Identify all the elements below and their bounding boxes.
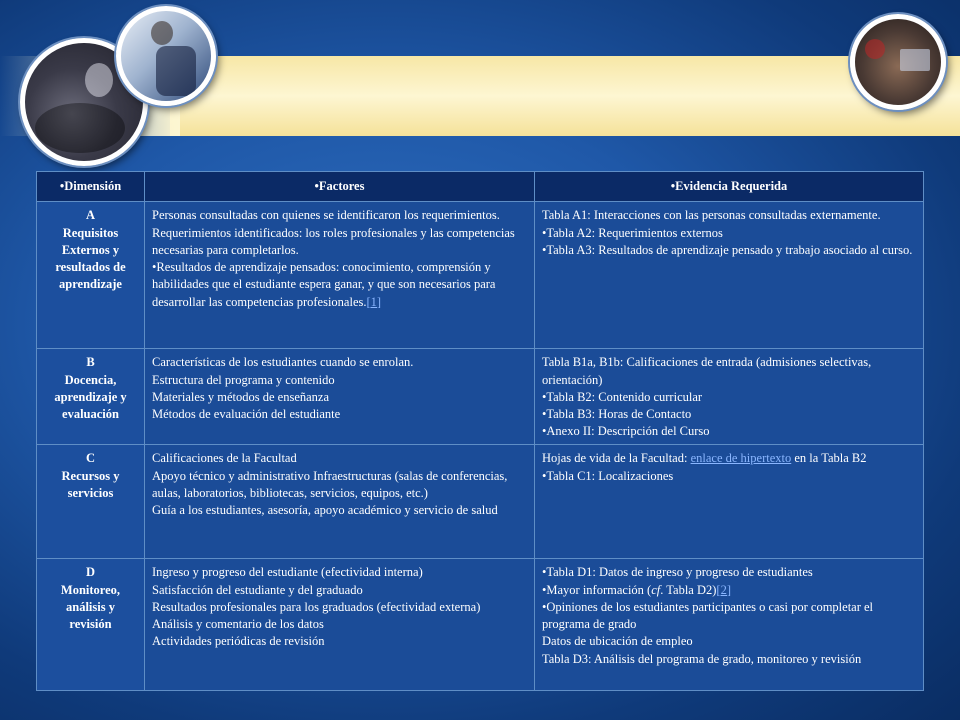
table-row — [37, 349, 924, 445]
table-row — [37, 559, 924, 691]
computer-lab-photo-circle — [850, 14, 946, 110]
evidencia-cell-d: •Tabla D1: Datos de ingreso y progreso de estudiantes •Mayor información (cf. Tabla D2)[2] •Opiniones de los estudiantes participantes o casi por completar el programa de grado Datos de ubicación de empleo Tabla D3: Análisis del programa de grado, monitoreo y revisión — [535, 559, 924, 691]
header-dimension: •Dimensión — [37, 172, 145, 202]
dimension-cell-a: A Requisitos Externos y resultados de aprendizaje — [37, 202, 145, 349]
evidencia-cell-a: Tabla A1: Interacciones con las personas consultadas externamente. •Tabla A2: Requerimientos externos •Tabla A3: Resultados de aprendizaje pensado y trabajo asociado al curso. — [535, 202, 924, 349]
handshake-photo-circle — [116, 6, 216, 106]
footnote-link-1[interactable]: [1] — [366, 294, 382, 309]
footnote-link-2[interactable]: [2] — [716, 582, 731, 597]
dimensions-table — [36, 171, 924, 691]
table-row — [37, 445, 924, 559]
evidencia-cell-c: Hojas de vida de la Facultad: enlace de hipertexto en la Tabla B2 •Tabla C1: Localizaciones — [535, 445, 924, 559]
header-factores: •Factores — [145, 172, 535, 202]
evidencia-cell-b: Tabla B1a, B1b: Calificaciones de entrada (admisiones selectivas, orientación) •Tabla B2: Contenido curricular •Tabla B3: Horas de Contacto •Anexo II: Descripción del Curso — [535, 349, 924, 445]
factores-cell-d: Ingreso y progreso del estudiante (efectividad interna) Satisfacción del estudiante y del graduado Resultados profesionales para los graduados (efectividad externa) Análisis y comentario de los datos Actividades periódicas de revisión — [145, 559, 535, 691]
table-row — [37, 202, 924, 349]
factores-cell-a: Personas consultadas con quienes se identificaron los requerimientos. Requerimientos identificados: los roles profesionales y las competencias necesarias para completarlos. •Resultados de aprendizaje pensados: conocimiento, comprensión y habilidades que el estudiante espera ganar, y que son necesarios para desarrollar las competencias profesionales.[1] — [145, 202, 535, 349]
header-evidencia: •Evidencia Requerida — [535, 172, 924, 202]
table-header-row — [37, 172, 924, 202]
dimension-cell-b: B Docencia, aprendizaje y evaluación — [37, 349, 145, 445]
factores-cell-c: Calificaciones de la Facultad Apoyo técnico y administrativo Infraestructuras (salas de conferencias, aulas, laboratorios, bibliotecas, servicios, equipos, etc.) Guía a los estudiantes, asesoría, apoyo académico y servicio de salud — [145, 445, 535, 559]
hypertext-link[interactable]: enlace de hipertexto — [690, 451, 792, 466]
dimension-cell-c: C Recursos y servicios — [37, 445, 145, 559]
header-band — [170, 56, 960, 136]
factores-cell-b: Características de los estudiantes cuando se enrolan. Estructura del programa y contenido Materiales y métodos de enseñanza Métodos de evaluación del estudiante — [145, 349, 535, 445]
dimension-cell-d: D Monitoreo, análisis y revisión — [37, 559, 145, 691]
